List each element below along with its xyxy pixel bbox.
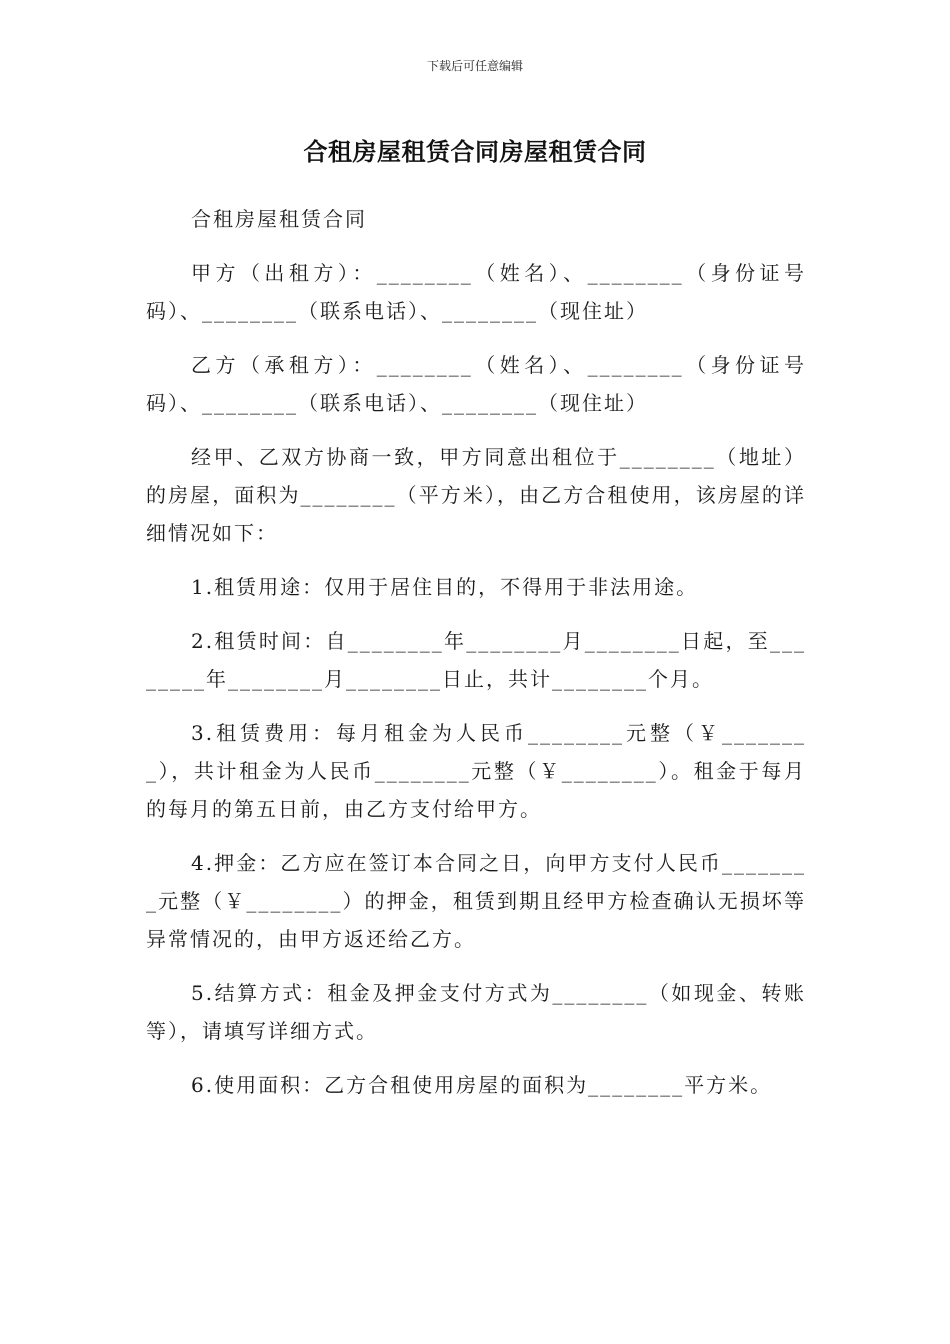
document-body (146, 200, 806, 1120)
paragraph-subtitle: 合租房屋租赁合同 (191, 207, 367, 231)
header-note: 下载后可任意编辑 (426, 59, 523, 73)
clause-deposit: 4.押金：乙方应在签订本合同之日，向甲方支付人民币________元整（￥________）的押金，租赁到期且经甲方检查确认无损坏等异常情况的，由甲方返还给乙方。 (146, 851, 806, 951)
clause-purpose: 1.租赁用途：仅用于居住目的，不得用于非法用途。 (191, 575, 699, 599)
clause-term: 2.租赁时间：自________年________月________日起，至________年________月________日止，共计________个月。 (146, 629, 806, 691)
clause-payment-method: 5.结算方式：租金及押金支付方式为________（如现金、转账等），请填写详细方式。 (146, 981, 806, 1043)
clause-usage-area: 6.使用面积：乙方合租使用房屋的面积为________平方米。 (191, 1073, 773, 1097)
paragraph-agreement: 经甲、乙双方协商一致，甲方同意出租位于________（地址）的房屋，面积为________（平方米），由乙方合租使用，该房屋的详细情况如下： (146, 445, 806, 545)
paragraph-party-a: 甲方（出租方）：________（姓名）、________（身份证号码）、________（联系电话）、________（现住址） (146, 261, 806, 323)
clause-rent: 3.租赁费用：每月租金为人民币________元整（￥________），共计租金为人民币________元整（￥________）。租金于每月的每月的第五日前，由乙方支付给甲方。 (146, 721, 806, 821)
document-title: 合租房屋租赁合同房屋租赁合同 (303, 138, 647, 166)
paragraph-party-b: 乙方（承租方）：________（姓名）、________（身份证号码）、________（联系电话）、________（现住址） (146, 353, 806, 415)
